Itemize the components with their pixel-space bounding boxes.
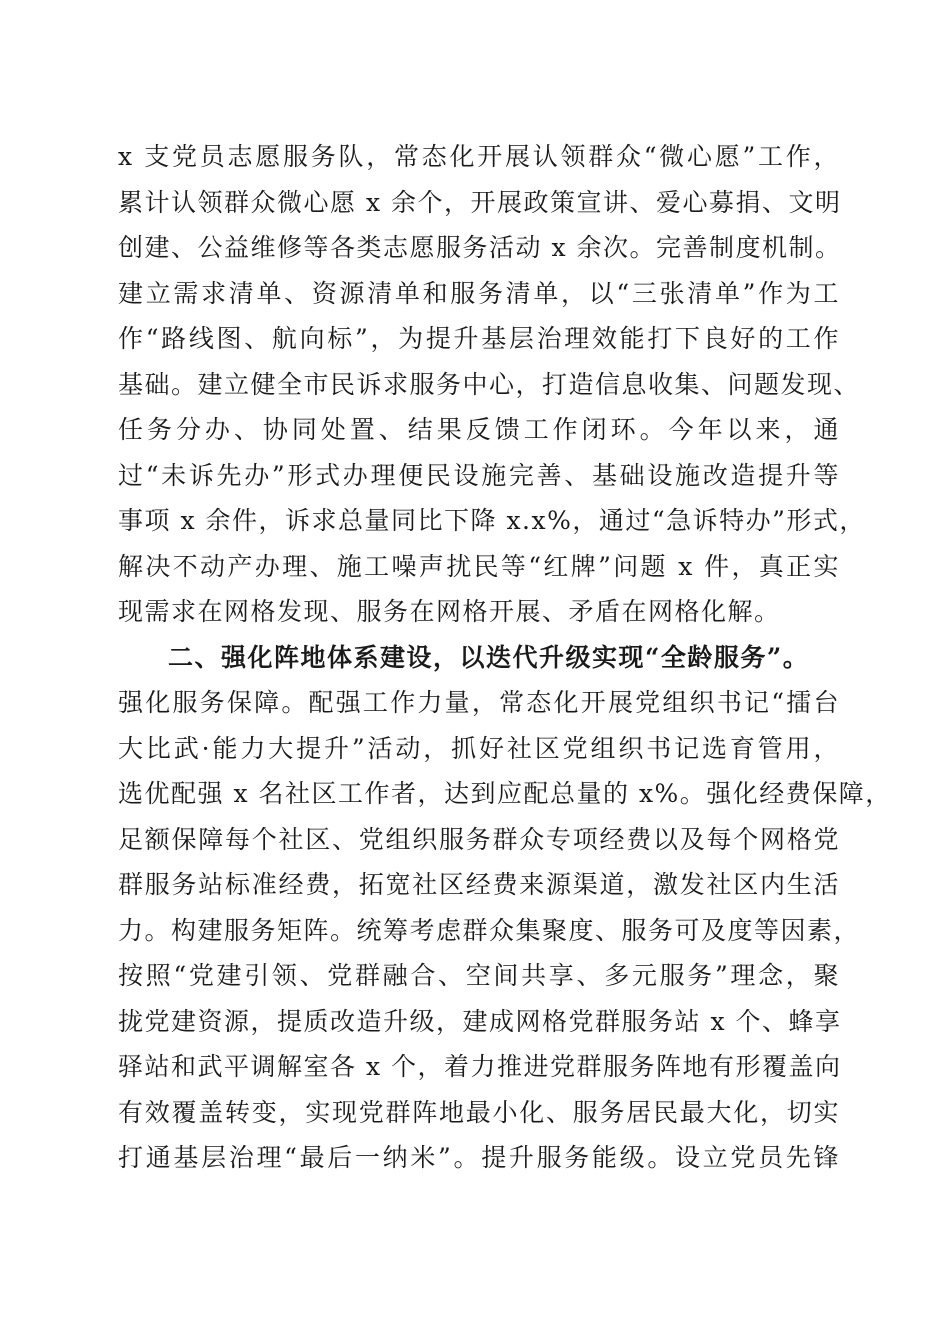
text-line: 事项 x 余件，诉求总量同比下降 x.x%，通过“急诉特办”形式， [118,506,866,535]
text-line: 足额保障每个社区、党组织服务群众专项经费以及每个网格党 [118,824,840,854]
text-line: 大比武·能力大提升”活动，抓好社区党组织书记选育管用， [118,733,840,763]
text-line: 累计认领群众微心愿 x 余个，开展政策宣讲、爱心募捐、文明 [118,187,842,217]
text-line: 打通基层治理“最后一纳米”。提升服务能级。设立党员先锋 [118,1143,840,1172]
text-line: x 支党员志愿服务队，常态化开展认领群众“微心愿”工作， [118,142,840,171]
text-line: 有效覆盖转变，实现党群阵地最小化、服务居民最大化，切实 [118,1097,840,1127]
text-line: 任务分办、协同处置、结果反馈工作闭环。今年以来，通 [118,415,840,444]
text-line: 拢党建资源，提质改造升级，建成网格党群服务站 x 个、蜂享 [118,1006,842,1036]
text-line: 建立需求清单、资源清单和服务清单，以“三张清单”作为工 [118,278,840,308]
text-line: 力。构建服务矩阵。统筹考虑群众集聚度、服务可及度等因素， [118,915,861,945]
text-line: 选优配强 x 名社区工作者，达到应配总量的 x%。强化经费保障， [118,779,892,808]
text-line: 按照“党建引领、党群融合、空间共享、多元服务”理念，聚 [118,961,840,990]
text-line: 强化服务保障。配强工作力量，常态化开展党组织书记“擂台 [118,688,840,717]
text-line: 基础。建立健全市民诉求服务中心，打造信息收集、问题发现、 [118,369,861,399]
text-line: 群服务站标准经费，拓宽社区经费来源渠道，激发社区内生活 [118,870,840,899]
text-line: 创建、公益维修等各类志愿服务活动 x 余次。完善制度机制。 [118,233,842,262]
text-line: 过“未诉先办”形式办理便民设施完善、基础设施改造提升等 [118,460,840,490]
text-line: 现需求在网格发现、服务在网格开展、矛盾在网格化解。 [118,597,781,626]
text-line: 作“路线图、航向标”，为提升基层治理效能打下良好的工作 [118,324,840,353]
section-heading: 二、强化阵地体系建设，以迭代升级实现“全龄服务”。 [168,642,810,672]
document-body [118,134,892,1181]
text-line: 解决不动产办理、施工噪声扰民等“红牌”问题 x 件，真正实 [118,551,840,581]
text-line: 驿站和武平调解室各 x 个，着力推进党群服务阵地有形覆盖向 [118,1052,842,1081]
